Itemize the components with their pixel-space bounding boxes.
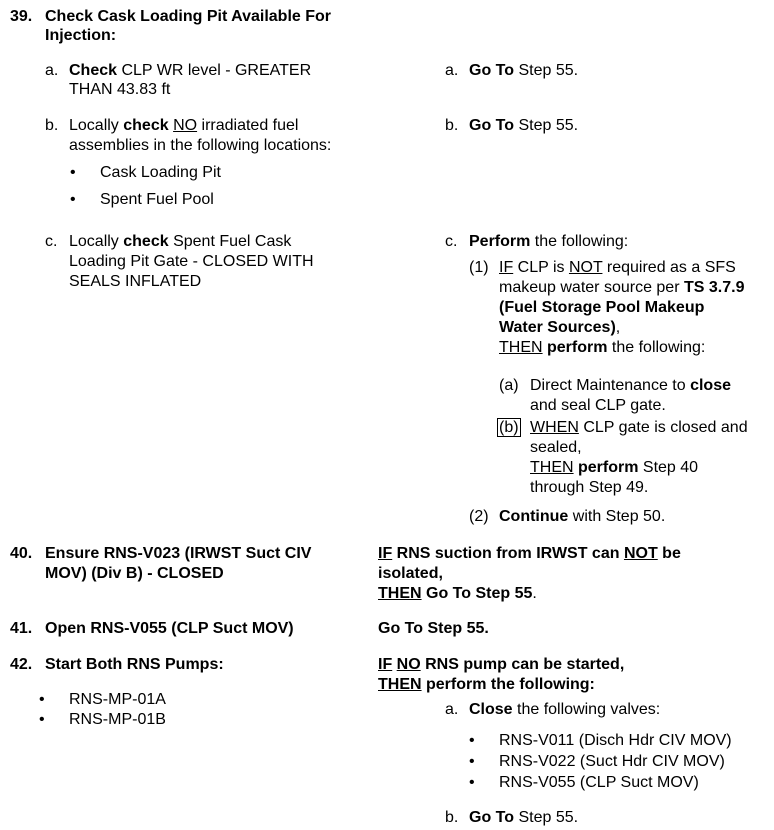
bullet-item: • Spent Fuel Pool: [100, 190, 214, 210]
rno-text-cont: THEN perform the following:: [378, 676, 595, 693]
substep-letter: b.: [45, 117, 59, 134]
rno-sub-text: Go To Step 55.: [469, 809, 579, 826]
rno-sub-sub-text: WHEN CLP gate is closed and: [530, 419, 748, 436]
step-title: Ensure RNS-V023 (IRWST Suct CIV: [45, 545, 312, 562]
rno-sub-text: Continue with Step 50.: [499, 508, 666, 525]
bullet-item: • RNS-V022 (Suct Hdr CIV MOV): [499, 752, 725, 772]
rno-text: Go To Step 55.: [469, 62, 579, 79]
rno-sub-sub-text-cont: through Step 49.: [530, 479, 649, 496]
substep-text-cont: SEALS INFLATED: [69, 273, 202, 290]
rno-sub-text: IF CLP is NOT required as a SFS: [499, 259, 736, 276]
rno-sub-letter-boxed: (b): [499, 419, 519, 436]
substep-text: Locally check NO irradiated fuel: [69, 117, 299, 134]
rno-letter: c.: [445, 233, 458, 250]
step-number: 40.: [10, 545, 33, 562]
substep-text: Check CLP WR level - GREATER: [69, 62, 312, 79]
bullet-item: • RNS-V055 (CLP Suct MOV): [499, 773, 699, 793]
rno-sub-letter: (a): [499, 377, 519, 394]
rno-sub-text-cont: makeup water source per TS 3.7.9: [499, 279, 745, 296]
substep-text-cont: assemblies in the following locations:: [69, 137, 332, 154]
step-title: Start Both RNS Pumps:: [45, 656, 224, 673]
rno-sub-sub-text-cont: sealed,: [530, 439, 582, 456]
rno-letter: b.: [445, 809, 459, 826]
rno-letter: b.: [445, 117, 459, 134]
rno-text-cont: THEN Go To Step 55.: [378, 585, 537, 602]
substep-letter: c.: [45, 233, 58, 250]
bullet-item: • RNS-V011 (Disch Hdr CIV MOV): [499, 731, 732, 751]
rno-sub-sub-text: Direct Maintenance to close: [530, 377, 731, 394]
step-number: 41.: [10, 620, 33, 637]
rno-sub-text-cont: Water Sources),: [499, 319, 621, 336]
rno-text: Go To Step 55.: [469, 117, 579, 134]
rno-sub-text-cont: (Fuel Storage Pool Makeup: [499, 299, 705, 316]
rno-sub-sub-text-cont: THEN perform Step 40: [530, 459, 699, 476]
rno-letter: a.: [445, 701, 459, 718]
rno-sub-sub-text-cont: and seal CLP gate.: [530, 397, 666, 414]
rno-sub-number: (2): [469, 508, 489, 525]
rno-text: Perform the following:: [469, 233, 629, 250]
rno-sub-text: Close the following valves:: [469, 701, 661, 718]
substep-text-cont: Loading Pit Gate - CLOSED WITH: [69, 253, 314, 270]
rno-sub-number: (1): [469, 259, 489, 276]
bullet-item: • RNS-MP-01A: [69, 690, 166, 710]
step-number: 39.: [10, 8, 33, 25]
rno-sub-text-cont: THEN perform the following:: [499, 339, 706, 356]
substep-text: Locally check Spent Fuel Cask: [69, 233, 292, 250]
rno-text: Go To Step 55.: [378, 620, 489, 637]
step-title: Open RNS-V055 (CLP Suct MOV): [45, 620, 294, 637]
bullet-item: • RNS-MP-01B: [69, 710, 166, 730]
rno-letter: a.: [445, 62, 459, 79]
substep-letter: a.: [45, 62, 59, 79]
rno-text: IF NO RNS pump can be started,: [378, 656, 625, 673]
step-title-cont: Injection:: [45, 27, 117, 44]
rno-text-cont: isolated,: [378, 565, 443, 582]
rno-text: IF RNS suction from IRWST can NOT be: [378, 545, 681, 562]
step-title-cont: MOV) (Div B) - CLOSED: [45, 565, 224, 582]
bullet-item: • Cask Loading Pit: [100, 163, 221, 183]
step-number: 42.: [10, 656, 33, 673]
substep-text-cont: THAN 43.83 ft: [69, 81, 171, 98]
step-title: Check Cask Loading Pit Available For: [45, 8, 331, 25]
